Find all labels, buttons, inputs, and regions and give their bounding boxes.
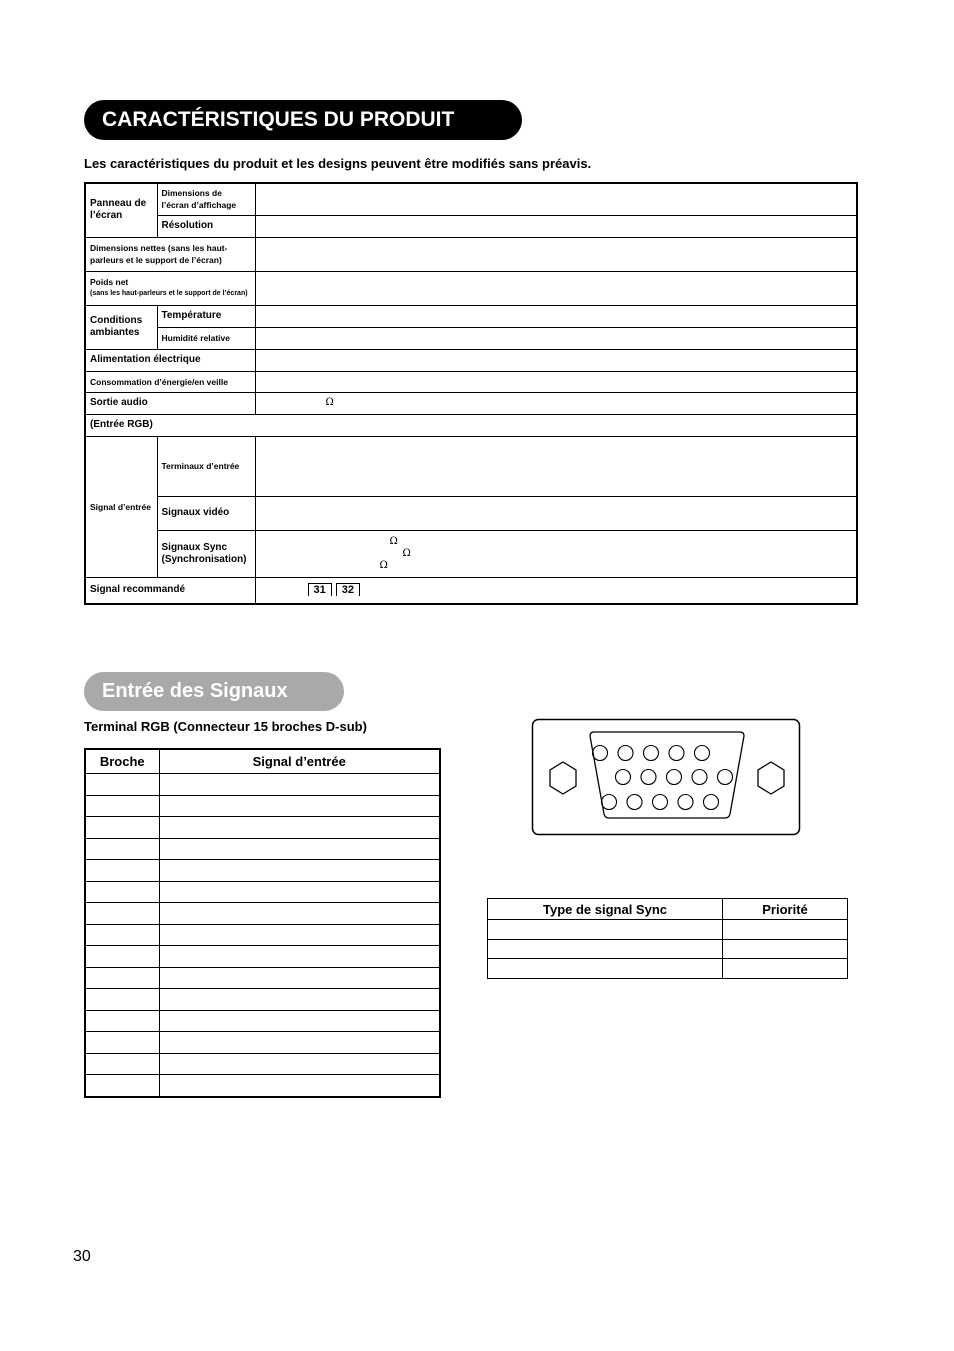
specs-value xyxy=(255,371,857,392)
specs-value xyxy=(255,327,857,349)
poids-net-label: Poids net xyxy=(90,277,129,287)
specs-label: Conditions ambiantes xyxy=(85,305,157,349)
specs-value xyxy=(255,183,857,215)
specs-label: Résolution xyxy=(157,215,255,237)
section-title-specs: CARACTÉRISTIQUES DU PRODUIT xyxy=(84,100,522,140)
page-ref-31[interactable]: 31 xyxy=(308,583,332,596)
specs-value xyxy=(255,436,857,496)
priority-header: Priorité xyxy=(723,899,848,920)
specs-section-label: (Entrée RGB) xyxy=(85,414,857,436)
notice-text: Les caractéristiques du produit et les designs peuvent être modifiés sans préavis. xyxy=(84,156,592,171)
table-row xyxy=(85,924,440,946)
table-row xyxy=(85,1075,440,1097)
page-ref-32[interactable]: 32 xyxy=(336,583,360,596)
table-row xyxy=(85,774,440,796)
table-row xyxy=(85,967,440,989)
table-row xyxy=(85,946,440,968)
pin-col-header: Broche xyxy=(85,749,159,774)
specs-value xyxy=(255,271,857,305)
specs-label: Panneau de l’écran xyxy=(85,183,157,237)
specs-label: Signaux Sync (Synchronisation) xyxy=(157,530,255,577)
sync-ohm-2: Ω xyxy=(402,547,411,559)
specs-value: Ω xyxy=(255,392,857,414)
pin-table xyxy=(84,748,441,1098)
specs-value xyxy=(255,349,857,371)
table-row xyxy=(85,817,440,839)
dsub-connector-diagram xyxy=(531,718,803,838)
specs-label: Dimensions de l’écran d’affichage xyxy=(157,183,255,215)
signal-col-header: Signal d’entrée xyxy=(159,749,440,774)
specs-label: Signal d’entrée xyxy=(85,436,157,577)
poids-net-note: (sans les haut-parleurs et le support de l’écran) xyxy=(90,290,248,297)
table-row xyxy=(85,903,440,925)
page-number: 30 xyxy=(73,1248,91,1265)
specs-label: Dimensions nettes (sans les haut-parleurs et le support de l’écran) xyxy=(85,237,255,271)
specs-label: Alimentation électrique xyxy=(85,349,255,371)
table-row xyxy=(85,881,440,903)
specs-label: Signaux vidéo xyxy=(157,496,255,530)
specs-label: Température xyxy=(157,305,255,327)
section-title-signals: Entrée des Signaux xyxy=(84,672,344,711)
specs-value xyxy=(255,237,857,271)
specs-label: Terminaux d’entrée xyxy=(157,436,255,496)
specs-label: Consommation d’énergie/en veille xyxy=(85,371,255,392)
table-row xyxy=(85,838,440,860)
specs-label xyxy=(85,271,255,305)
sync-type-header: Type de signal Sync xyxy=(488,899,723,920)
table-row xyxy=(85,1053,440,1075)
table-row xyxy=(85,989,440,1011)
table-row xyxy=(85,860,440,882)
table-row xyxy=(85,1032,440,1054)
table-row xyxy=(488,939,848,959)
specs-value xyxy=(255,577,857,604)
rgb-terminal-subtitle: Terminal RGB (Connecteur 15 broches D-sub) xyxy=(84,719,367,734)
specs-table xyxy=(84,182,858,605)
specs-value xyxy=(255,305,857,327)
specs-label: Humidité relative xyxy=(157,327,255,349)
sync-priority-table xyxy=(487,898,848,979)
table-row xyxy=(488,920,848,940)
specs-value xyxy=(255,496,857,530)
specs-value xyxy=(255,215,857,237)
table-row xyxy=(85,1010,440,1032)
specs-value xyxy=(255,530,857,577)
specs-label: Sortie audio xyxy=(85,392,255,414)
sync-ohm-1: Ω xyxy=(389,535,398,547)
sync-ohm-3: Ω xyxy=(379,559,388,571)
table-row xyxy=(85,795,440,817)
table-row xyxy=(488,959,848,979)
specs-label: Signal recommandé xyxy=(85,577,255,604)
